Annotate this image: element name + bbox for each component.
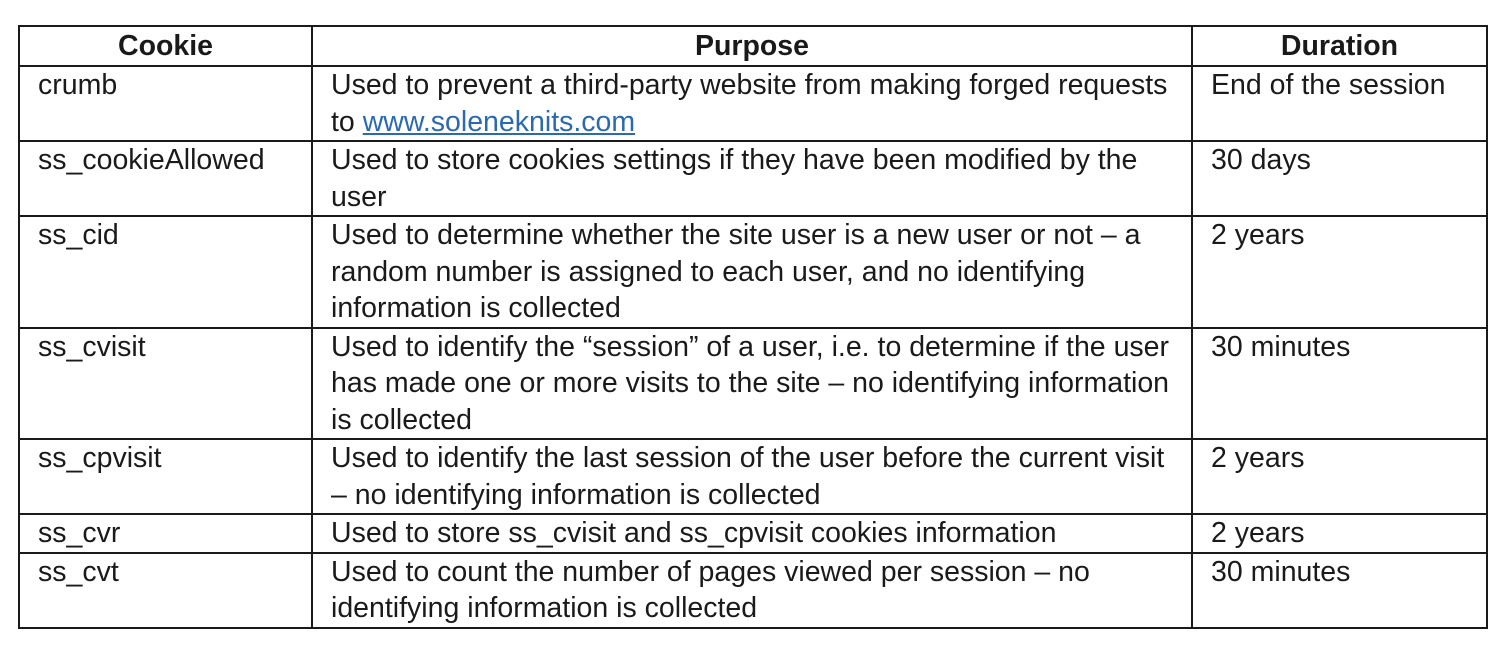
duration-cell: 2 years [1192,514,1487,553]
cookie-table [18,25,1488,629]
header-duration: Duration [1192,26,1487,66]
table-row [19,141,1487,216]
table-row [19,66,1487,141]
duration-cell: 2 years [1192,439,1487,514]
purpose-cell [312,66,1192,141]
table-row [19,328,1487,440]
cookie-name-cell: ss_cvt [19,553,312,628]
table-row [19,514,1487,553]
duration-cell: 30 minutes [1192,328,1487,440]
cookie-name-cell: ss_cookieAllowed [19,141,312,216]
purpose-cell: Used to store ss_cvisit and ss_cpvisit cookies information [312,514,1192,553]
table-body [19,66,1487,628]
purpose-cell: Used to count the number of pages viewed per session – no identifying information is collected [312,553,1192,628]
purpose-text: Used to prevent a third-party website from making forged requests to [331,69,1168,138]
header-purpose: Purpose [312,26,1192,66]
cookie-name-cell: ss_cvr [19,514,312,553]
table-row [19,439,1487,514]
table-row [19,553,1487,628]
purpose-cell: Used to determine whether the site user is a new user or not – a random number is assigned to each user, and no identifying information is collected [312,216,1192,328]
cookie-name-cell: ss_cpvisit [19,439,312,514]
cookie-name-cell: crumb [19,66,312,141]
duration-cell: 30 days [1192,141,1487,216]
purpose-cell: Used to identify the “session” of a user, i.e. to determine if the user has made one or more visits to the site – no identifying information is collected [312,328,1192,440]
cookie-name-cell: ss_cvisit [19,328,312,440]
duration-cell: 2 years [1192,216,1487,328]
table-row [19,216,1487,328]
purpose-cell: Used to identify the last session of the user before the current visit – no identifying information is collected [312,439,1192,514]
website-link[interactable]: www.soleneknits.com [362,105,636,138]
purpose-cell: Used to store cookies settings if they have been modified by the user [312,141,1192,216]
table-header [19,26,1487,66]
duration-cell: 30 minutes [1192,553,1487,628]
duration-cell: End of the session [1192,66,1487,141]
header-row [19,26,1487,66]
cookie-name-cell: ss_cid [19,216,312,328]
header-cookie: Cookie [19,26,312,66]
